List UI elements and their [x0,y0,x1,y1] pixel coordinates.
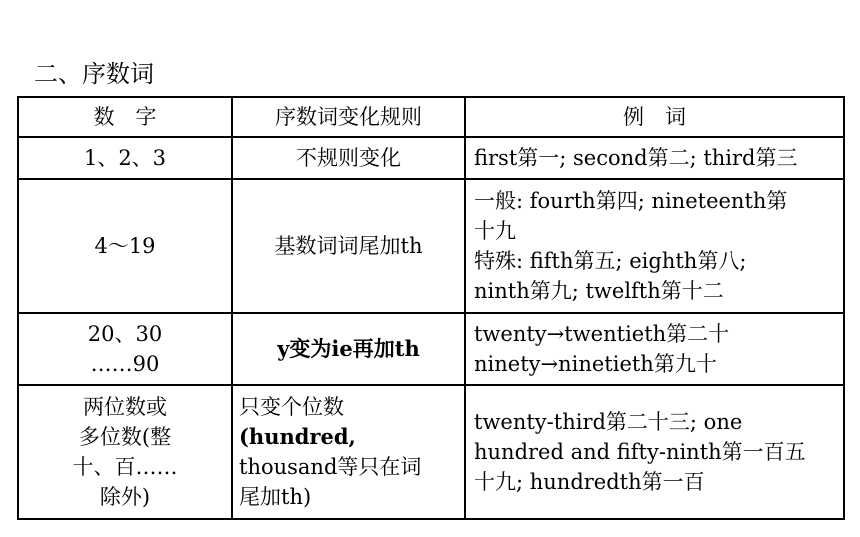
cell-line: first第一; second第二; third第三 [474,146,798,170]
cell-line: 特殊: fifth第五; eighth第八; [474,249,747,273]
cell-line: ……90 [90,352,160,376]
row-1-examples [465,137,844,179]
header-number: 数 字 [18,97,232,137]
cell-line: thousand等只在词 [239,455,422,479]
cell-line: 一般: fourth第四; nineteenth第 [474,189,788,213]
cell-line: twenty→twentieth第二十 [474,322,730,346]
cell-line: 只变个位数 [239,395,344,419]
cell-line: 尾加th) [239,485,312,509]
cell-line: 4～19 [94,234,156,258]
cell-line: twenty-third第二十三; one [474,410,743,434]
table-row [18,179,844,313]
row-4-examples [465,385,844,519]
cell-line: 除外) [99,485,151,509]
cell-line: ninth第九; twelfth第十二 [474,279,724,303]
cell-line: 两位数或 [83,395,167,419]
table-row [18,313,844,385]
cell-line: 1、2、3 [83,146,167,170]
row-4-number [18,385,232,519]
cell-line: (hundred, [239,424,356,449]
table-header-row [18,97,844,137]
row-4-rule [232,385,465,519]
cell-line: 20、30 [87,322,163,346]
cell-line: 基数词词尾加th [274,234,423,258]
row-3-rule [232,313,465,385]
cell-line: 十九; hundredth第一百 [474,470,705,494]
header-examples: 例 词 [465,97,844,137]
cell-line: 十九 [474,219,516,243]
cell-line: 十、百…… [72,455,178,479]
cell-line: y变为ie再加th [277,336,420,361]
section-title: 二、序数词 [34,60,154,88]
row-3-examples [465,313,844,385]
cell-line: 多位数(整 [78,425,172,449]
cell-line: ninety→ninetieth第九十 [474,352,717,376]
header-rule: 序数词变化规则 [232,97,465,137]
ordinal-rules-table [17,96,845,520]
cell-line: 不规则变化 [296,146,401,170]
row-3-number [18,313,232,385]
table-row [18,385,844,519]
cell-line: hundred and fifty-ninth第一百五 [474,440,806,464]
table-row [18,137,844,179]
row-2-rule [232,179,465,313]
row-1-number [18,137,232,179]
row-2-examples [465,179,844,313]
row-2-number [18,179,232,313]
row-1-rule [232,137,465,179]
